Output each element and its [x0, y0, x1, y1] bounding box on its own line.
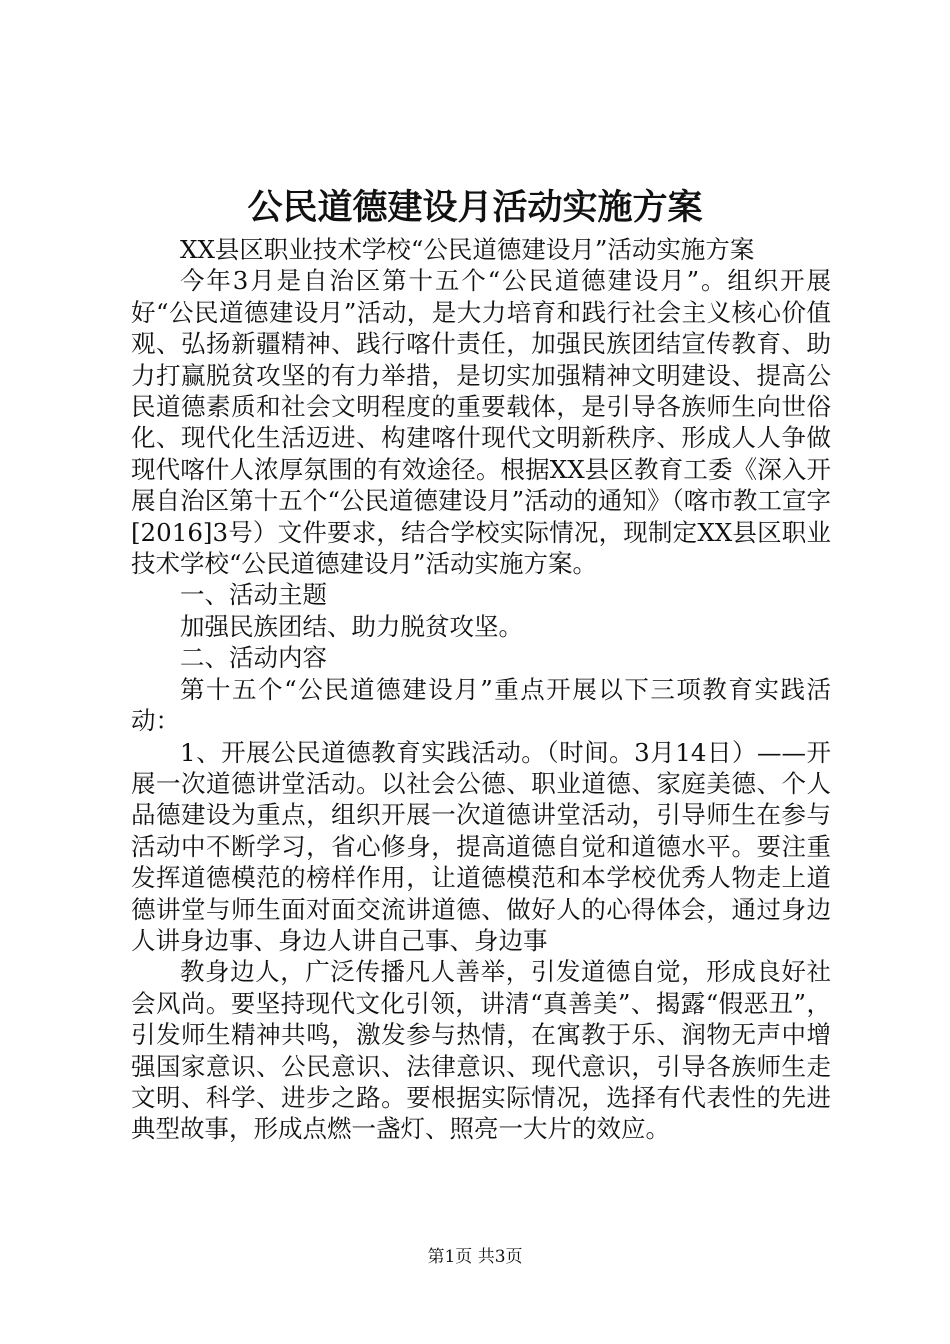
page-number-footer: 第1页 共3页	[427, 1247, 523, 1267]
section-heading-theme: 一、活动主题	[180, 580, 327, 610]
document-body	[131, 234, 831, 1145]
theme-paragraph: 加强民族团结、助力脱贫攻坚。	[180, 611, 523, 641]
activity-one-paragraph: 1、开展公民道德教育实践活动。（时间。3月14日）——开展一次道德讲堂活动。以社会公德、职业道德、家庭美德、个人品德建设为重点，组织开展一次道德讲堂活动，引导师生在参与活动中不断学习，省心修身，提高道德自觉和道德水平。要注重发挥道德模范的榜样作用，让道德模范和本学校优秀人物走上道德讲堂与师生面对面交流讲道德、做好人的心得体会，通过身边人讲身边事、身边人讲自己事、身边事	[131, 737, 831, 955]
section-heading-content: 二、活动内容	[180, 643, 327, 673]
document-title: 公民道德建设月活动实施方案	[247, 187, 703, 228]
content-intro-paragraph: 第十五个“公民道德建设月”重点开展以下三项教育实践活动：	[131, 674, 831, 736]
activity-one-continued-paragraph: 教身边人，广泛传播凡人善举，引发道德自觉，形成良好社会风尚。要坚持现代文化引领，讲清“真善美”、揭露“假恶丑”，引发师生精神共鸣，激发参与热情，在寓教于乐、润物无声中增强国家意识、公民意识、法律意识、现代意识，引导各族师生走文明、科学、进步之路。要根据实际情况，选择有代表性的先进典型故事，形成点燃一盏灯、照亮一大片的效应。	[131, 957, 831, 1144]
intro-paragraph: 今年3月是自治区第十五个“公民道德建设月”。组织开展好“公民道德建设月”活动，是大力培育和践行社会主义核心价值观、弘扬新疆精神、践行喀什责任，加强民族团结宣传教育、助力打赢脱贫攻坚的有力举措，是切实加强精神文明建设、提高公民道德素质和社会文明程度的重要载体，是引导各族师生向世俗化、现代化生活迈进、构建喀什现代文明新秩序、形成人人争做现代喀什人浓厚氛围的有效途径。根据XX县区教育工委《深入开展自治区第十五个“公民道德建设月”活动的通知》（喀市教工宣字[2016]3号）文件要求，结合学校实际情况，现制定XX县区职业技术学校“公民道德建设月”活动实施方案。	[131, 266, 831, 579]
subtitle-paragraph: XX县区职业技术学校“公民道德建设月”活动实施方案	[180, 235, 755, 264]
